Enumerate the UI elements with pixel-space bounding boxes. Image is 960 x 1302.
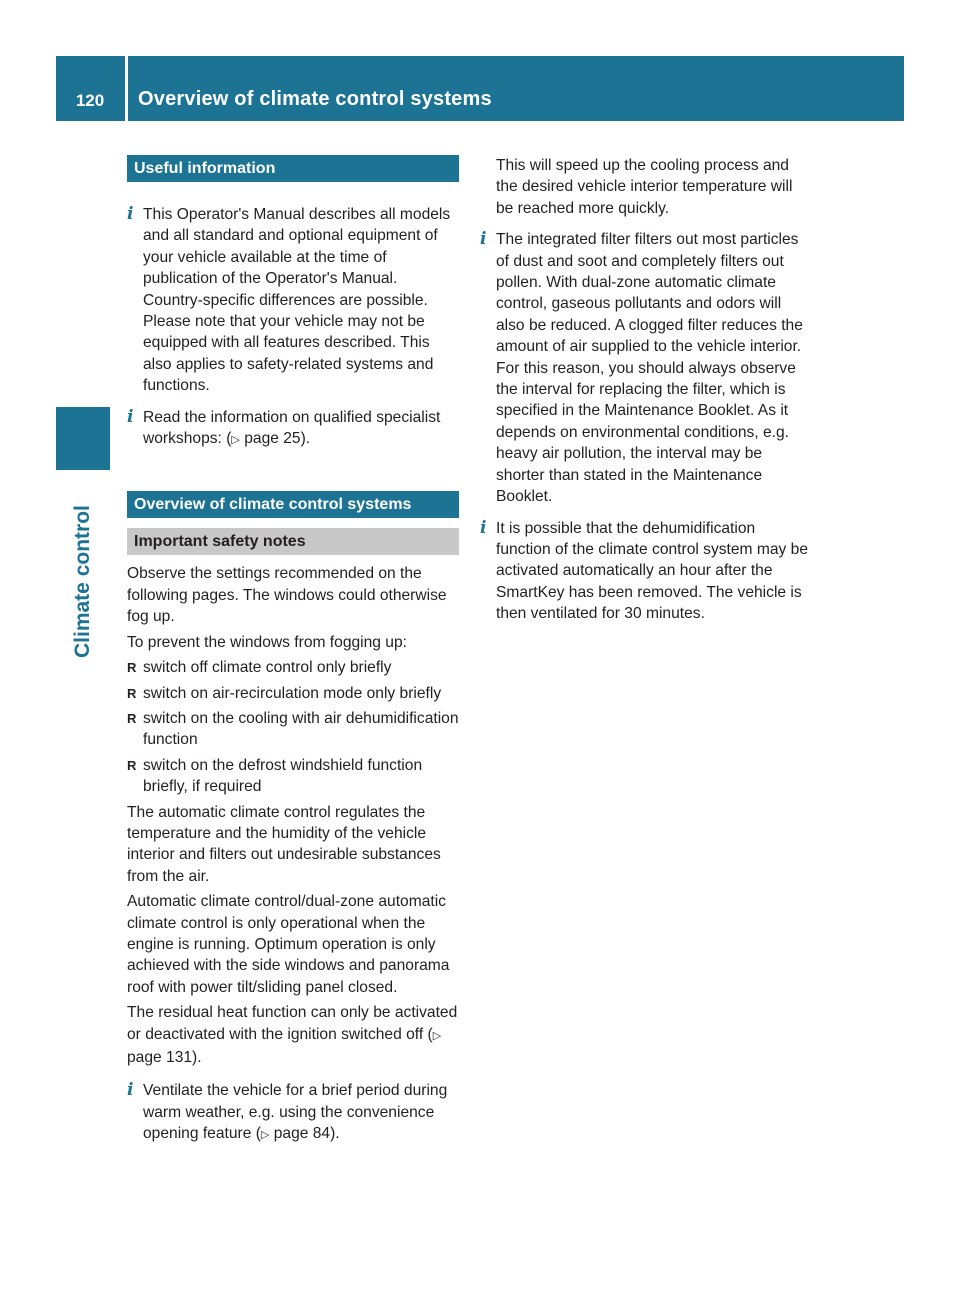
paragraph: This will speed up the cooling process and the desired vehicle interior temperature will be reached more quickly. — [496, 157, 793, 217]
paragraph — [127, 1002, 459, 1068]
info-text: Read the information on qualified specialist workshops: ( — [143, 408, 441, 448]
side-tab — [68, 478, 108, 658]
page-reference-icon: ▷ — [231, 434, 240, 447]
info-text: It is possible that the dehumidification function of the climate control system may be activated automatically an hour after the SmartKey has been removed. The vehicle is then ventilated for 30 minutes. — [496, 519, 809, 623]
info-icon: i — [127, 1080, 134, 1101]
bullet-icon: R — [127, 757, 137, 773]
useful-information-heading: Useful information — [127, 155, 459, 182]
bullet-icon: R — [127, 660, 137, 676]
left-column — [127, 155, 459, 1157]
page-reference-link[interactable]: page 25). — [244, 430, 311, 448]
paragraph: Automatic climate control/dual-zone automatic climate control is only operational when the engine is running. Optimum operation is only achieved with the side windows and panorama roof with power tilt/sliding panel closed. — [127, 893, 450, 996]
info-note — [127, 407, 459, 452]
page-number: 120 — [75, 91, 105, 110]
list-item-text: switch off climate control only briefly — [143, 659, 392, 677]
info-icon: i — [127, 204, 134, 224]
page-reference-icon: ▷ — [260, 1129, 270, 1142]
paragraph: The automatic climate control regulates the temperature and the humidity of the vehicle interior and filters out undesirable substances from the air. — [127, 803, 441, 885]
side-tab-label: Climate control — [71, 505, 94, 658]
paragraph-text: The residual heat function can only be activated or deactivated with the ignition switched off ( — [127, 1004, 458, 1043]
paragraph: Observe the settings recommended on the following pages. The windows could otherwise fog up. — [127, 565, 447, 626]
info-icon: i — [480, 517, 487, 538]
list-item-text: switch on the cooling with air dehumidification function — [143, 709, 459, 749]
info-icon: i — [480, 229, 487, 250]
bullet-icon: R — [127, 710, 137, 726]
paragraph: To prevent the windows from fogging up: — [127, 633, 407, 651]
right-column — [480, 155, 812, 635]
info-text: The integrated filter filters out most particles of dust and soot and completely filters out pollen. With dual-zone automatic climate control, gaseous pollutants and odors will also be reduced. A clogged filter reduces the amount of air supplied to the vehicle interior. For this reason, you should always observe the interval for replacing the filter, which is specified in the Maintenance Booklet. As it depends on environmental conditions, e.g. heavy air pollution, the interval may be shorter than stated in the Maintenance Booklet. — [496, 231, 803, 506]
list-item — [127, 683, 459, 704]
info-note — [127, 204, 459, 397]
bullet-icon: R — [127, 685, 137, 701]
header-divider — [125, 56, 128, 121]
info-text: Ventilate the vehicle for a brief period during warm weather, e.g. using the convenience opening feature ( — [143, 1082, 448, 1143]
subsection-heading: Important safety notes — [127, 528, 459, 555]
section-heading: Overview of climate control systems — [127, 491, 459, 518]
list-item — [127, 755, 459, 798]
page-header-title: Overview of climate control systems — [138, 88, 492, 110]
page-reference-link[interactable]: page 131). — [127, 1049, 202, 1066]
info-note — [127, 1080, 459, 1146]
info-note — [480, 518, 812, 625]
list-item-text: switch on air-recirculation mode only briefly — [143, 684, 442, 702]
info-icon: i — [127, 406, 134, 427]
info-note — [480, 229, 812, 507]
page-reference-icon: ▷ — [432, 1029, 442, 1042]
list-item — [127, 657, 459, 678]
side-tab-marker — [56, 407, 110, 470]
info-text: This Operator's Manual describes all models and all standard and optional equipment of your vehicle available at the time of publication of the Operator's Manual. Country-specific differences are possible. Please note that your vehicle may not be equipped with all features described. This also applies to safety-related systems and functions. — [143, 206, 451, 395]
page-reference-link[interactable]: page 84). — [273, 1125, 340, 1143]
list-item-text: switch on the defrost windshield function briefly, if required — [143, 756, 423, 796]
list-item — [127, 708, 459, 751]
